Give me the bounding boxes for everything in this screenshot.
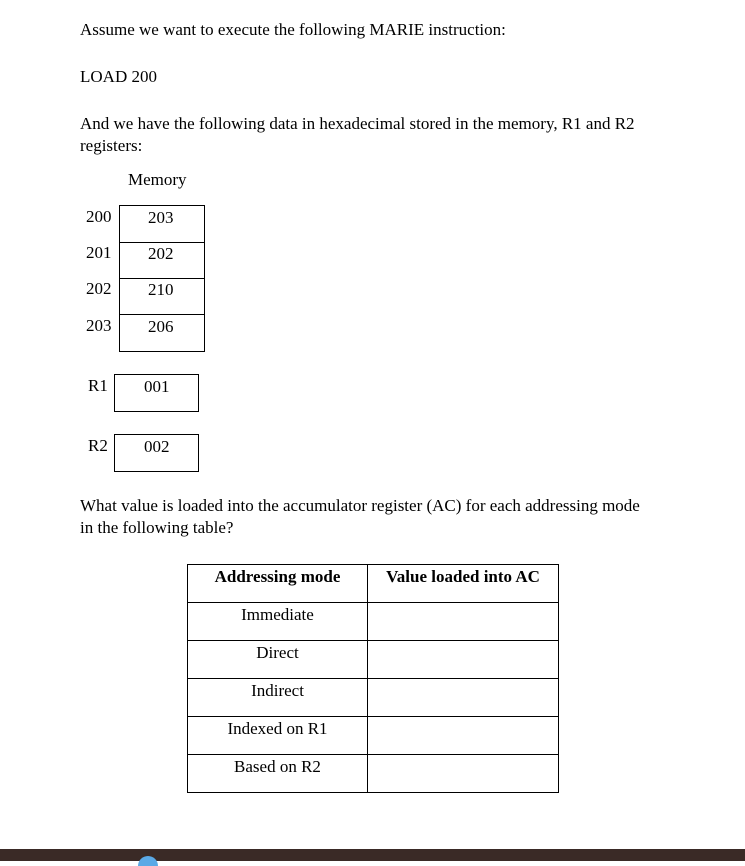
data-description-line1: And we have the following data in hexadecimal stored in the memory, R1 and R2: [80, 114, 635, 133]
answer-cell[interactable]: [368, 717, 559, 755]
register-r1-value: 001: [144, 377, 170, 396]
instruction-text: LOAD 200: [80, 67, 157, 86]
memory-value: 210: [148, 280, 174, 299]
memory-value: 206: [148, 317, 174, 336]
data-description-line2: registers:: [80, 136, 143, 155]
header-addressing-mode: Addressing mode: [188, 565, 368, 603]
answer-cell[interactable]: [368, 641, 559, 679]
table-row: [188, 755, 559, 793]
memory-address: 200: [86, 207, 112, 226]
intro-text: Assume we want to execute the following MARIE instruction:: [80, 20, 506, 39]
question-line2: in the following table?: [80, 518, 234, 537]
answer-cell[interactable]: [368, 755, 559, 793]
table-row: [188, 603, 559, 641]
register-r1-box: [114, 374, 199, 412]
memory-cell: [119, 278, 205, 315]
memory-address: 203: [86, 316, 112, 335]
table-row: [188, 679, 559, 717]
memory-address: 201: [86, 243, 112, 262]
memory-cell: [119, 205, 205, 243]
memory-address: 202: [86, 279, 112, 298]
header-value-loaded: Value loaded into AC: [368, 565, 559, 603]
memory-value: 202: [148, 244, 174, 263]
addressing-mode-table: [187, 564, 559, 793]
taskbar: [0, 849, 745, 861]
table-header-row: [188, 565, 559, 603]
question-line1: What value is loaded into the accumulator register (AC) for each addressing mode: [80, 496, 640, 515]
table-row: [188, 717, 559, 755]
mode-cell: Based on R2: [188, 755, 368, 793]
register-r2-box: [114, 434, 199, 472]
mode-cell: Direct: [188, 641, 368, 679]
answer-cell[interactable]: [368, 603, 559, 641]
app-icon[interactable]: [138, 856, 158, 866]
mode-cell: Immediate: [188, 603, 368, 641]
memory-cell: [119, 242, 205, 279]
register-label-r1: R1: [88, 376, 108, 395]
table-row: [188, 641, 559, 679]
memory-value: 203: [148, 208, 174, 227]
memory-title: Memory: [128, 170, 187, 189]
mode-cell: Indirect: [188, 679, 368, 717]
register-label-r2: R2: [88, 436, 108, 455]
memory-cell: [119, 314, 205, 352]
mode-cell: Indexed on R1: [188, 717, 368, 755]
answer-cell[interactable]: [368, 679, 559, 717]
register-r2-value: 002: [144, 437, 170, 456]
